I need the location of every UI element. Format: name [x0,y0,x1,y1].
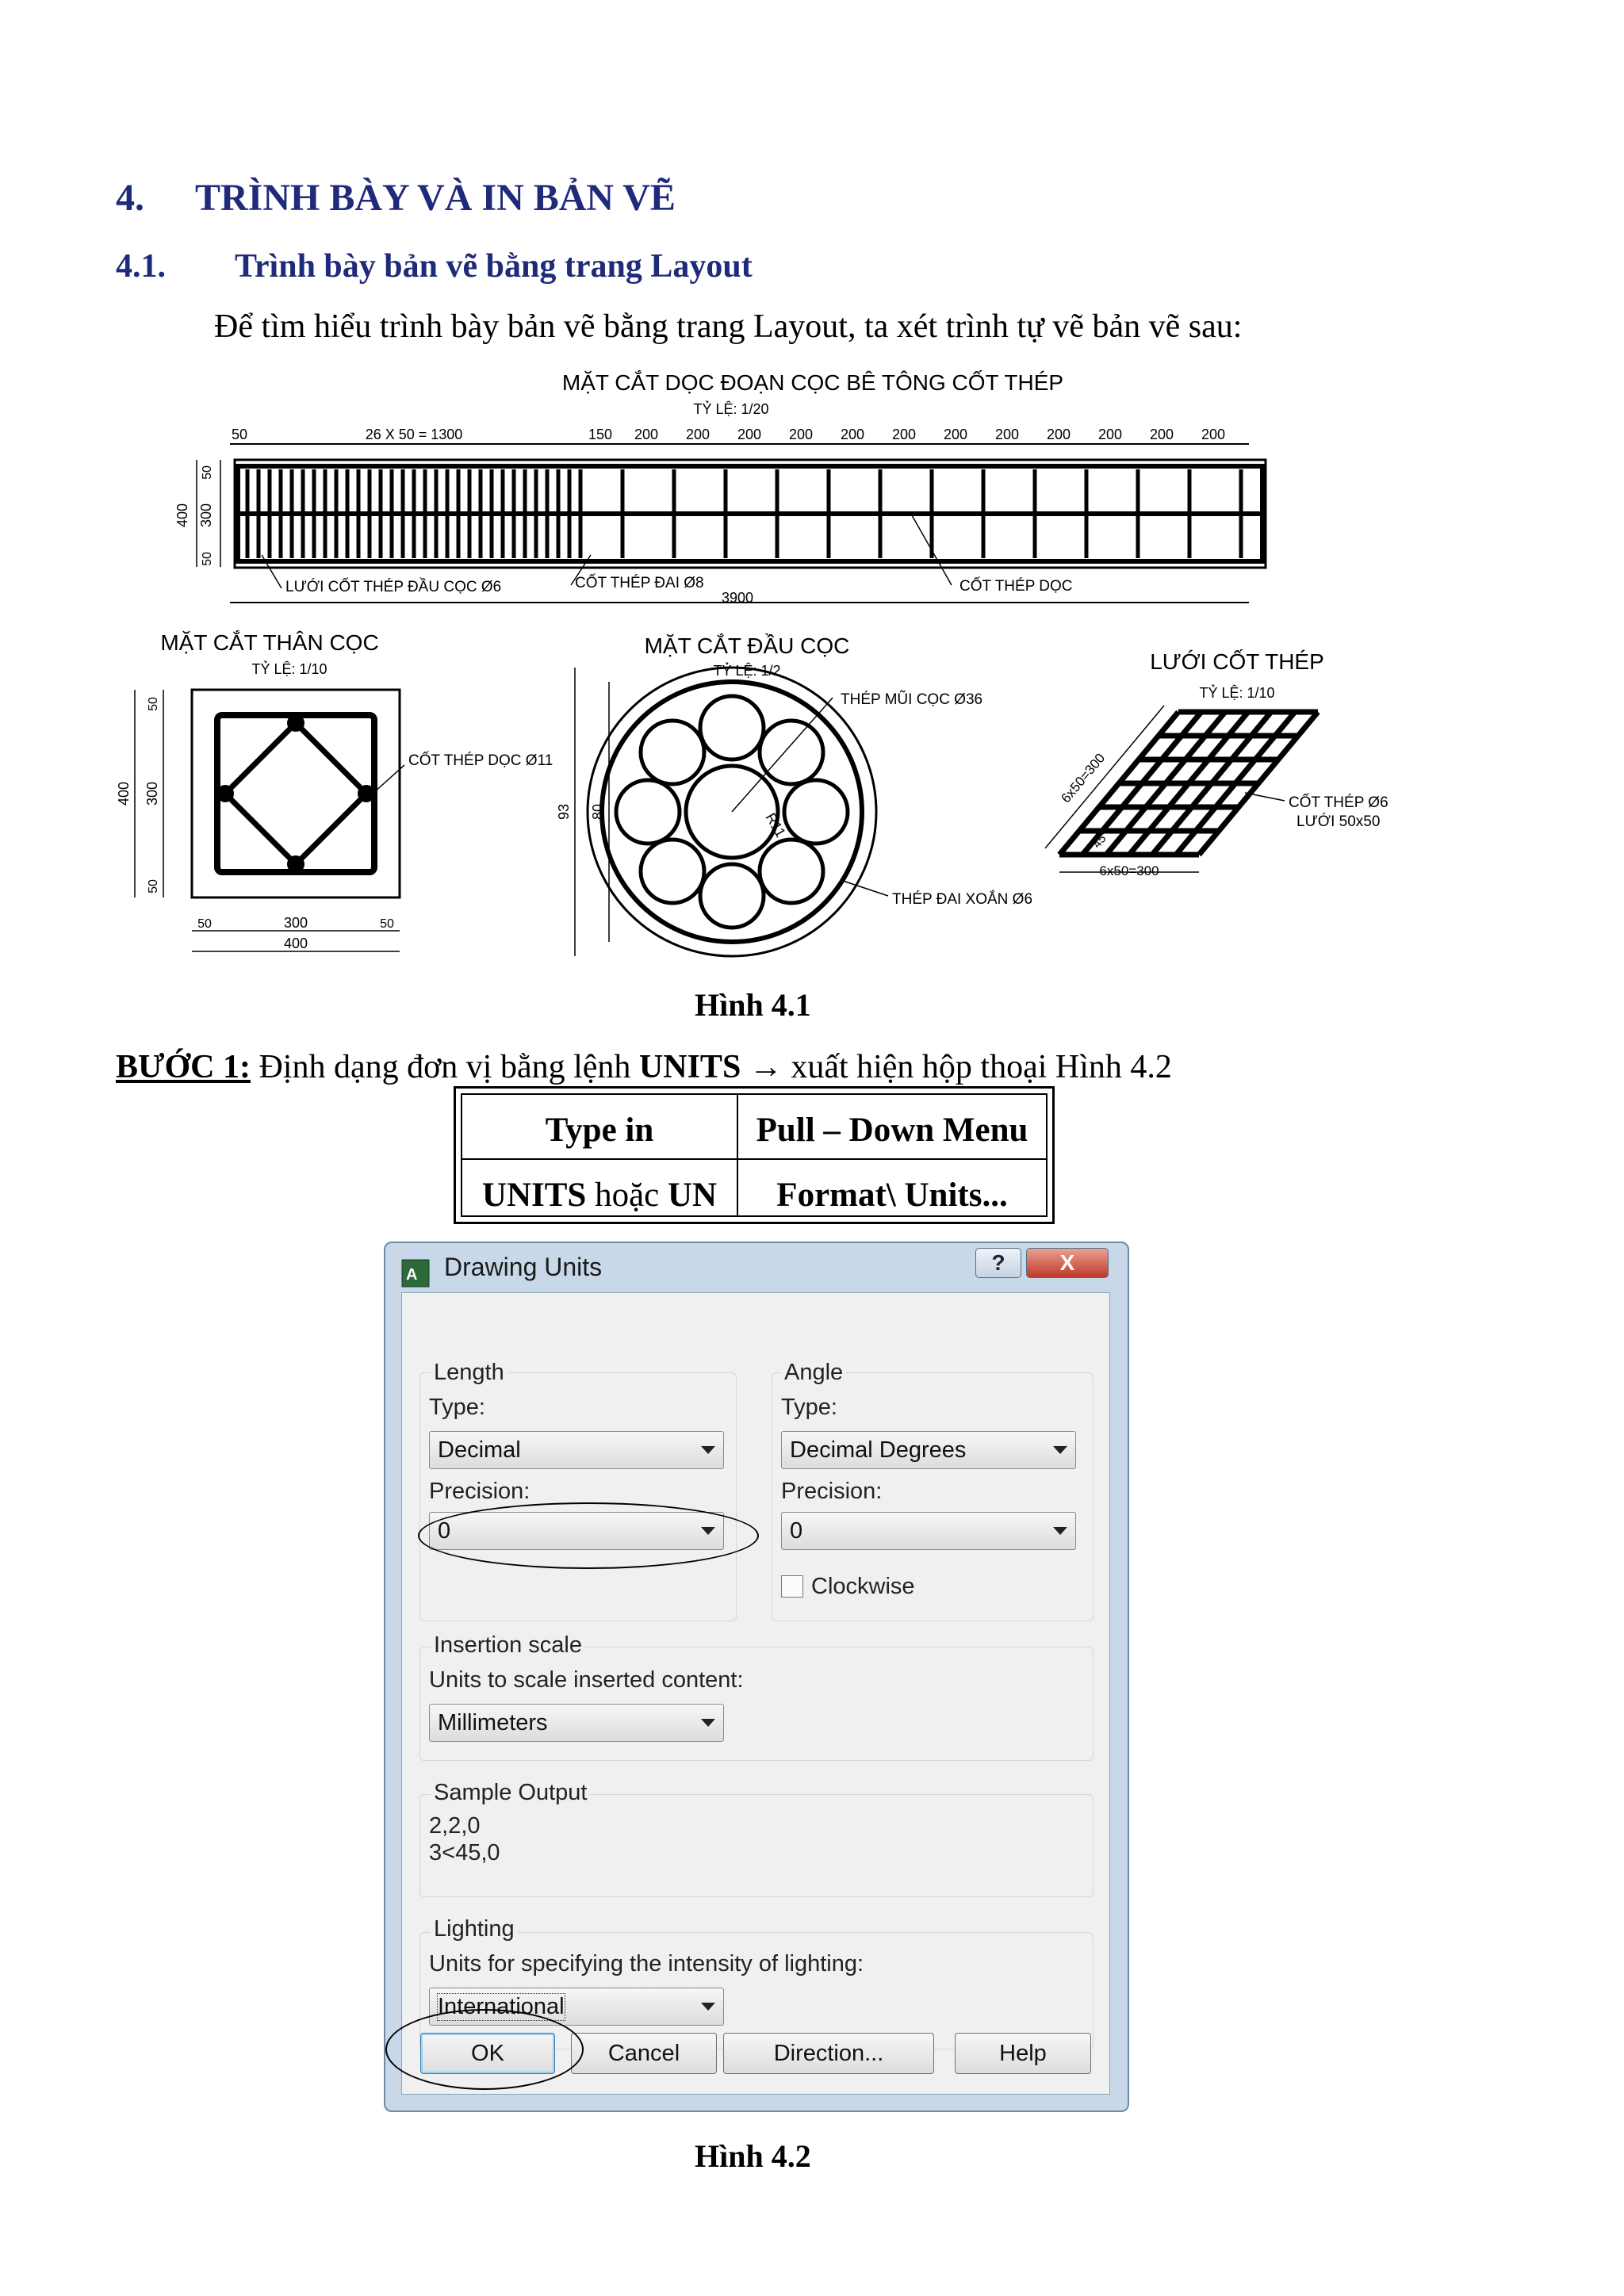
svg-text:400: 400 [116,781,132,806]
mesh-scale: TỶ LỆ: 1/10 [1199,685,1275,701]
svg-text:6x50=300: 6x50=300 [1099,863,1159,878]
header-pulldown: Pull – Down Menu [756,1112,1028,1149]
intro-paragraph: Để tìm hiểu trình bày bản vẽ bằng trang Layout, ta xét trình tự vẽ bản vẽ sau: [214,308,1243,345]
command-table-inner [461,1093,1048,1217]
head-section-scale: TỶ LỆ: 1/2 [713,663,781,679]
sample-group-label: Sample Output [431,1780,590,1806]
head-section-title: MẶT CẮT ĐẦU CỌC [644,633,850,658]
svg-text:A: A [406,1266,418,1284]
length-group-label: Length [431,1360,508,1386]
subsection-title: Trình bày bản vẽ bằng trang Layout [235,248,753,285]
step1-command: UNITS [638,1049,741,1085]
autocad-icon [401,1259,430,1288]
clockwise-checkbox[interactable] [781,1575,803,1598]
subsection-number: 4.1. [116,248,166,285]
svg-text:400: 400 [283,936,308,951]
step1-paragraph [116,1048,1172,1086]
dim-200: 200 [1201,427,1226,442]
cell-command: UNITS hoặc UN [481,1177,718,1214]
dim-150: 150 [588,427,613,442]
figure-2-caption: Hình 4.2 [695,2138,811,2174]
dim-200: 200 [737,427,762,442]
lighting-label: Units for specifying the intensity of lighting: [429,1951,864,1976]
body-label: CỐT THÉP DỌC Ø11 [408,752,553,769]
svg-text:50: 50 [147,697,160,711]
label-stirrup: CỐT THÉP ĐAI Ø8 [575,575,704,591]
length-precision-label: Precision: [429,1479,530,1504]
head-label-tip: THÉP MŨI CỌC Ø36 [841,691,983,708]
cancel-button[interactable]: Cancel [571,2033,717,2074]
svg-text:93: 93 [556,803,572,821]
dim-300: 300 [198,503,214,528]
dim-200: 200 [840,427,865,442]
dim-400: 400 [174,503,190,528]
svg-text:45°: 45° [1090,828,1113,851]
dim-50: 50 [201,552,214,566]
dim-26x50: 26 X 50 = 1300 [365,427,463,442]
step1-text-end: xuất hiện hộp thoại Hình 4.2 [791,1049,1172,1085]
section-number: 4. [116,177,144,219]
svg-text:300: 300 [283,915,308,931]
angle-precision-label: Precision: [781,1479,883,1504]
sample-line-1: 2,2,0 [429,1813,481,1839]
svg-text:80: 80 [590,803,606,821]
angle-group-label: Angle [781,1360,846,1386]
dialog-client [401,1292,1110,2095]
svg-text:50: 50 [147,879,160,894]
label-mesh-head: LƯỚI CỐT THÉP ĐẦU CỌC Ø6 [285,579,502,595]
direction-button[interactable]: Direction... [723,2033,934,2074]
length-precision-value: 0 [438,1518,451,1544]
sample-line-2: 3<45,0 [429,1840,500,1866]
mesh-title: LƯỚI CỐT THÉP [1150,649,1324,674]
long-section-title: MẶT CẮT DỌC ĐOẠN CỌC BÊ TÔNG CỐT THÉP [561,370,1064,395]
head-label-spiral: THÉP ĐAI XOẮN Ø6 [892,891,1033,908]
cell-menu-path: Format\ Units... [776,1177,1008,1214]
mesh-label-steel: CỐT THÉP Ø6 [1289,794,1388,811]
dim-200: 200 [943,427,968,442]
dim-200: 200 [788,427,814,442]
label-longitudinal: CỐT THÉP DỌC [959,578,1073,595]
highlight-oval-precision [418,1502,759,1569]
svg-text:50: 50 [380,917,394,931]
dialog-title: Drawing Units [444,1253,603,1281]
svg-text:50: 50 [197,917,212,931]
sample-group [419,1794,1094,1897]
clockwise-label[interactable]: Clockwise [811,1574,915,1599]
dim-200: 200 [1149,427,1174,442]
highlight-oval-ok [385,2009,584,2090]
angle-type-value: Decimal Degrees [790,1437,967,1463]
chevron-down-icon [701,2003,715,2011]
figure-1-caption: Hình 4.1 [695,987,811,1023]
angle-precision-value: 0 [790,1518,803,1544]
dim-200: 200 [634,427,659,442]
angle-precision-select[interactable] [781,1512,1076,1550]
chevron-down-icon [701,1446,715,1454]
head-radius: R11 [762,810,789,840]
dim-200: 200 [994,427,1020,442]
angle-type-label: Type: [781,1395,837,1420]
drawing-units-dialog [384,1242,1129,2112]
dim-200: 200 [1046,427,1071,442]
length-type-select[interactable] [429,1431,724,1469]
insertion-units-select[interactable] [429,1704,724,1742]
chevron-down-icon [701,1719,715,1727]
dim-50: 50 [201,465,214,480]
svg-text:300: 300 [144,781,160,806]
insertion-label: Units to scale inserted content: [429,1667,744,1693]
lighting-group-label: Lighting [431,1916,518,1942]
insertion-units-value: Millimeters [438,1710,548,1735]
section-title: TRÌNH BÀY VÀ IN BẢN VẼ [195,177,676,219]
body-section-scale: TỶ LỆ: 1/10 [251,661,327,677]
angle-type-select[interactable] [781,1431,1076,1469]
step1-label: BƯỚC 1: [116,1049,251,1085]
dim-3900: 3900 [721,590,754,606]
length-type-label: Type: [429,1395,485,1420]
lighting-units-value: International [438,1994,565,2019]
header-type-in: Type in [545,1112,654,1149]
svg-text:6x50=300: 6x50=300 [1058,750,1109,806]
dim-200: 200 [1097,427,1123,442]
body-section-title: MẶT CẮT THÂN CỌC [160,630,379,655]
close-button[interactable]: X [1026,1248,1109,1278]
dim-200: 200 [685,427,710,442]
mesh-label-grid: LƯỚI 50x50 [1297,813,1381,830]
length-type-value: Decimal [438,1437,521,1463]
long-section-scale: TỶ LỆ: 1/20 [693,401,769,417]
step1-text: Định dạng đơn vị bằng lệnh [250,1049,639,1085]
chevron-down-icon [1053,1446,1067,1454]
ok-button[interactable]: OK [420,2033,555,2074]
insertion-group-label: Insertion scale [431,1632,585,1659]
help-button[interactable]: Help [955,2033,1091,2074]
dim-50: 50 [231,427,248,442]
figure-4-1-drawing [0,0,1624,991]
chevron-down-icon [1053,1527,1067,1535]
dim-200: 200 [891,427,917,442]
help-title-button[interactable]: ? [975,1248,1021,1278]
command-table [454,1086,1055,1224]
step1-arrow: → [741,1049,791,1085]
